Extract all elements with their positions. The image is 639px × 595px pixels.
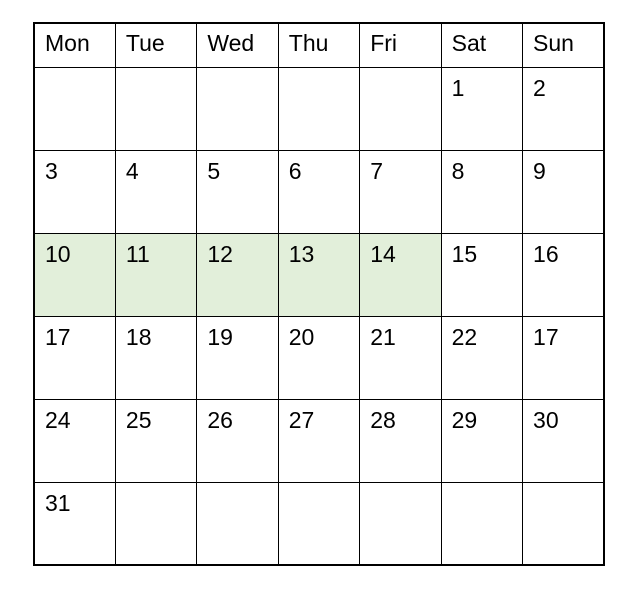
calendar <box>33 22 605 566</box>
calendar-cell: 3 <box>34 150 115 233</box>
calendar-cell <box>278 67 359 150</box>
calendar-cell <box>523 482 604 565</box>
calendar-cell <box>197 67 278 150</box>
calendar-cell: 9 <box>523 150 604 233</box>
calendar-cell-highlighted: 11 <box>115 233 196 316</box>
calendar-cell: 5 <box>197 150 278 233</box>
calendar-cell: 17 <box>523 316 604 399</box>
calendar-week-row <box>34 316 604 399</box>
calendar-cell-highlighted: 14 <box>360 233 441 316</box>
calendar-cell: 27 <box>278 399 359 482</box>
calendar-cell <box>441 482 522 565</box>
calendar-cell: 8 <box>441 150 522 233</box>
weekday-header-mon: Mon <box>34 23 115 67</box>
calendar-cell: 20 <box>278 316 359 399</box>
calendar-cell: 17 <box>34 316 115 399</box>
calendar-cell <box>360 67 441 150</box>
calendar-week-row <box>34 482 604 565</box>
weekday-header-sun: Sun <box>523 23 604 67</box>
calendar-cell: 31 <box>34 482 115 565</box>
calendar-cell: 24 <box>34 399 115 482</box>
calendar-cell: 7 <box>360 150 441 233</box>
calendar-cell: 18 <box>115 316 196 399</box>
weekday-header-row <box>34 23 604 67</box>
calendar-cell-highlighted: 13 <box>278 233 359 316</box>
calendar-cell: 15 <box>441 233 522 316</box>
calendar-cell: 16 <box>523 233 604 316</box>
weekday-header-thu: Thu <box>278 23 359 67</box>
weekday-header-fri: Fri <box>360 23 441 67</box>
calendar-cell: 29 <box>441 399 522 482</box>
calendar-cell <box>360 482 441 565</box>
calendar-cell <box>197 482 278 565</box>
calendar-week-row <box>34 67 604 150</box>
calendar-cell: 2 <box>523 67 604 150</box>
calendar-cell <box>115 482 196 565</box>
calendar-cell: 6 <box>278 150 359 233</box>
calendar-cell <box>115 67 196 150</box>
calendar-cell <box>34 67 115 150</box>
calendar-cell: 22 <box>441 316 522 399</box>
calendar-cell-highlighted: 12 <box>197 233 278 316</box>
weekday-header-wed: Wed <box>197 23 278 67</box>
weekday-header-sat: Sat <box>441 23 522 67</box>
calendar-cell-highlighted: 10 <box>34 233 115 316</box>
calendar-week-row <box>34 150 604 233</box>
calendar-table <box>33 22 605 566</box>
calendar-cell <box>278 482 359 565</box>
calendar-cell: 30 <box>523 399 604 482</box>
calendar-cell: 4 <box>115 150 196 233</box>
calendar-cell: 1 <box>441 67 522 150</box>
calendar-cell: 21 <box>360 316 441 399</box>
calendar-cell: 28 <box>360 399 441 482</box>
calendar-week-row <box>34 233 604 316</box>
calendar-cell: 26 <box>197 399 278 482</box>
calendar-cell: 19 <box>197 316 278 399</box>
calendar-week-row <box>34 399 604 482</box>
weekday-header-tue: Tue <box>115 23 196 67</box>
calendar-cell: 25 <box>115 399 196 482</box>
